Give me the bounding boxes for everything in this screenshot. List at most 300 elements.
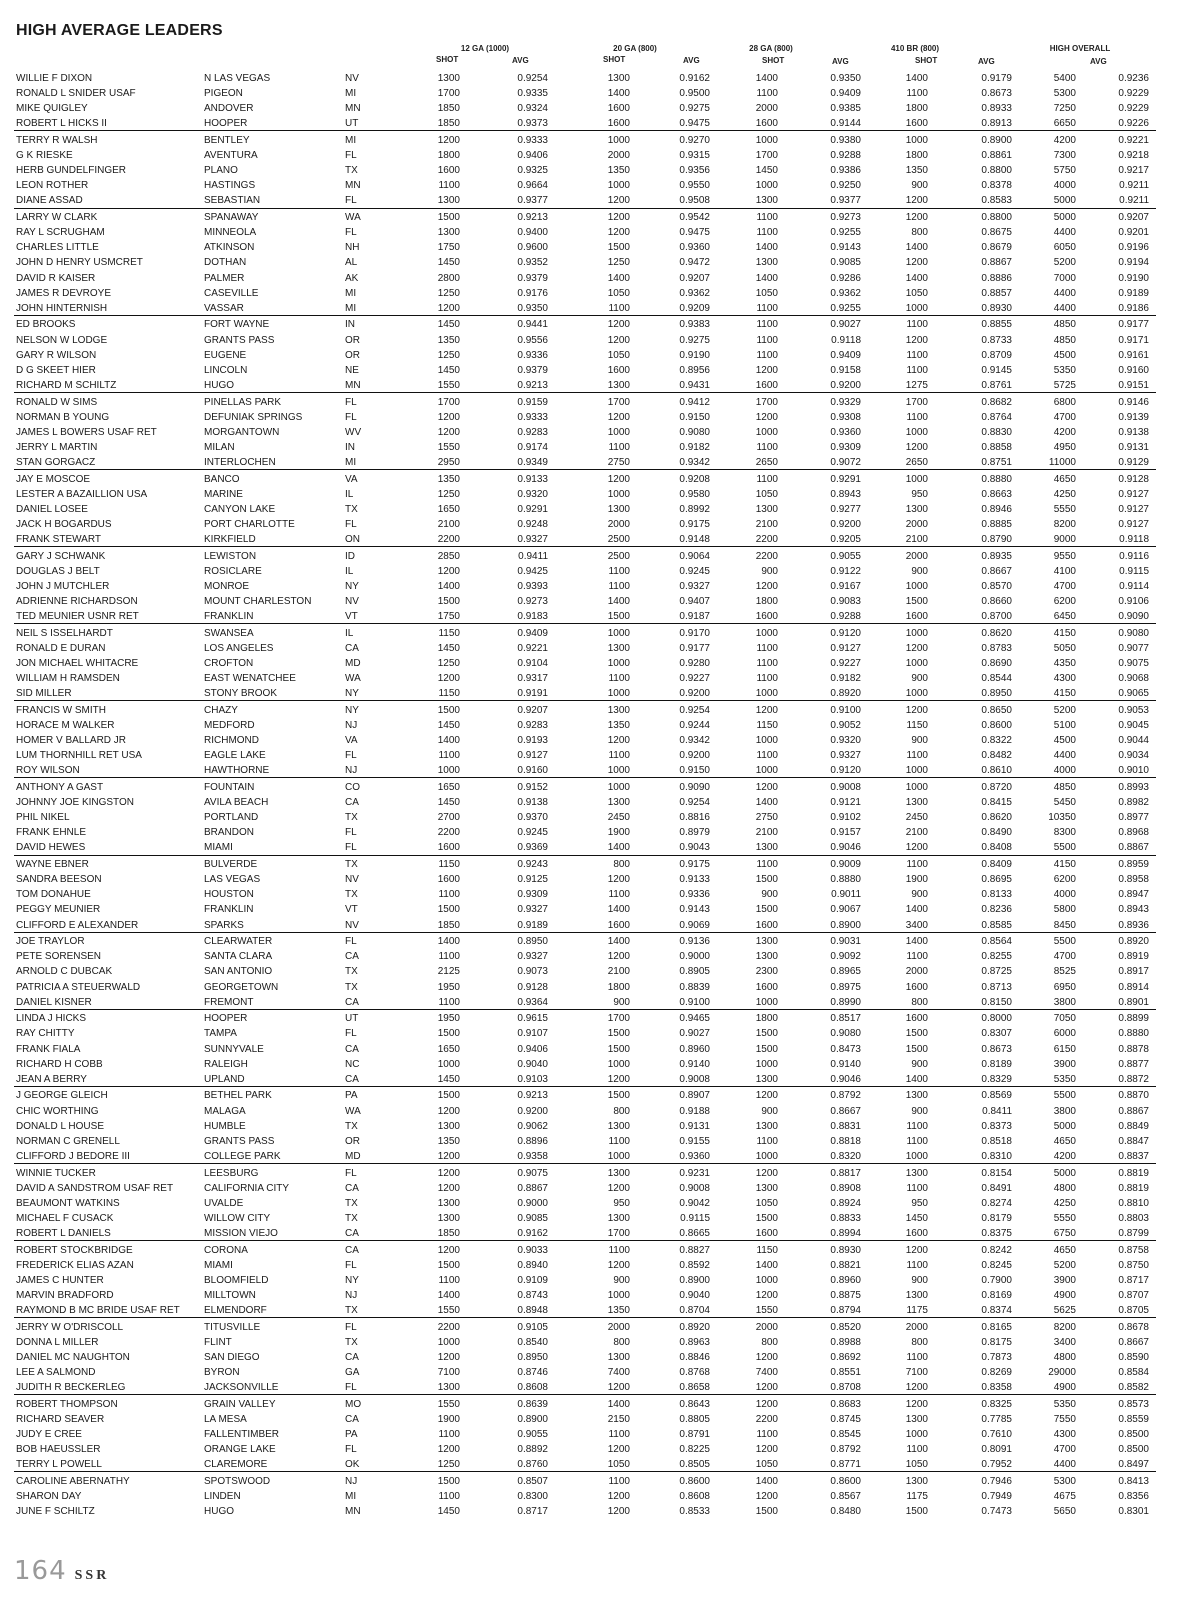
table-row bbox=[0, 1026, 1200, 1041]
ga20-shot: 2500 bbox=[607, 534, 630, 545]
ga28-avg: 0.8692 bbox=[830, 1351, 861, 1363]
shooter-city: SPOTSWOOD bbox=[204, 1475, 271, 1487]
shooter-city: HUGO bbox=[204, 1506, 234, 1518]
overall-avg: 0.9217 bbox=[1118, 165, 1149, 177]
ga28-avg: 0.9120 bbox=[830, 627, 861, 639]
ga20-shot: 1000 bbox=[607, 658, 630, 669]
ga28-shot: 1550 bbox=[755, 1305, 778, 1316]
overall-shot: 8450 bbox=[1053, 919, 1076, 931]
ga28-shot: 1200 bbox=[755, 704, 778, 716]
ga12-avg: 0.9062 bbox=[517, 1120, 548, 1132]
br410-avg: 0.8322 bbox=[981, 735, 1012, 747]
table-row bbox=[0, 1149, 1200, 1164]
overall-shot: 4200 bbox=[1053, 135, 1076, 146]
ga20-avg: 0.8839 bbox=[679, 981, 710, 993]
overall-shot: 3900 bbox=[1053, 1058, 1076, 1070]
shooter-state: FL bbox=[345, 827, 357, 839]
shooter-city: CORONA bbox=[204, 1244, 248, 1256]
table-row bbox=[0, 1489, 1200, 1504]
shooter-name: WILLIE F DIXON bbox=[16, 73, 93, 84]
ga28-shot: 1200 bbox=[755, 1444, 778, 1456]
overall-shot: 8200 bbox=[1053, 518, 1076, 530]
ga20-shot: 1200 bbox=[607, 874, 630, 886]
br410-shot: 1200 bbox=[905, 195, 928, 207]
shooter-city: DOTHAN bbox=[204, 257, 247, 269]
shooter-state: NY bbox=[345, 688, 359, 700]
br410-shot: 1175 bbox=[906, 1491, 928, 1502]
ga20-shot: 1050 bbox=[607, 1459, 630, 1471]
overall-shot: 4800 bbox=[1053, 1351, 1076, 1363]
shooter-name: JAY E MOSCOE bbox=[16, 473, 91, 485]
shooter-city: EUGENE bbox=[204, 349, 247, 361]
ga28-shot: 1300 bbox=[755, 951, 778, 963]
ga12-shot: 1200 bbox=[437, 411, 460, 423]
overall-avg: 0.9080 bbox=[1118, 627, 1149, 639]
overall-avg: 0.8943 bbox=[1118, 904, 1149, 916]
table-row bbox=[0, 1042, 1200, 1057]
ga12-shot: 1750 bbox=[437, 242, 460, 254]
table-row bbox=[0, 1226, 1200, 1241]
ga12-avg: 0.9349 bbox=[517, 456, 548, 468]
table-row bbox=[0, 1320, 1200, 1335]
overall-shot: 11000 bbox=[1048, 456, 1076, 468]
ga12-shot: 7100 bbox=[437, 1367, 460, 1378]
table-row bbox=[0, 363, 1200, 378]
table-row bbox=[0, 1365, 1200, 1380]
shooter-name: DAVID R KAISER bbox=[16, 272, 96, 284]
br410-avg: 0.8154 bbox=[981, 1167, 1012, 1179]
br410-shot: 1050 bbox=[905, 287, 928, 299]
group-divider bbox=[14, 208, 1156, 209]
br410-avg: 0.8415 bbox=[981, 797, 1012, 809]
ga12-shot: 2125 bbox=[437, 966, 460, 978]
shooter-city: LAS VEGAS bbox=[204, 874, 261, 886]
overall-shot: 6000 bbox=[1053, 1028, 1076, 1040]
br410-shot: 1100 bbox=[906, 859, 928, 871]
shooter-name: FRANK STEWART bbox=[16, 534, 102, 545]
ga12-avg: 0.9409 bbox=[517, 627, 548, 639]
br410-avg: 0.8709 bbox=[981, 349, 1012, 361]
br410-shot: 2000 bbox=[905, 1321, 928, 1333]
ga28-avg: 0.8920 bbox=[830, 688, 861, 700]
shooter-name: JUNE F SCHILTZ bbox=[16, 1506, 95, 1518]
ga20-avg: 0.9254 bbox=[679, 797, 710, 809]
ga28-avg: 0.9362 bbox=[830, 287, 861, 299]
shooter-name: RONALD L SNIDER USAF bbox=[16, 88, 136, 100]
overall-avg: 0.9226 bbox=[1118, 118, 1149, 130]
table-row bbox=[0, 810, 1200, 825]
ga28-avg: 0.9008 bbox=[830, 782, 861, 793]
br410-avg: 0.8490 bbox=[981, 827, 1012, 839]
table-row bbox=[0, 1303, 1200, 1318]
ga20-avg: 0.9360 bbox=[679, 242, 710, 254]
br410-shot: 1100 bbox=[906, 364, 928, 376]
ga28-shot: 1300 bbox=[755, 936, 778, 948]
br410-avg: 0.8236 bbox=[981, 904, 1012, 916]
ga20-shot: 1500 bbox=[607, 1090, 630, 1102]
overall-avg: 0.8849 bbox=[1118, 1120, 1149, 1132]
shooter-city: MILAN bbox=[204, 441, 235, 453]
shooter-name: ARNOLD C DUBCAK bbox=[16, 966, 113, 978]
br410-shot: 1100 bbox=[906, 951, 928, 963]
br410-shot: 1400 bbox=[905, 936, 928, 948]
shooter-name: RICHARD H COBB bbox=[16, 1058, 103, 1070]
ga28-avg: 0.8988 bbox=[830, 1336, 861, 1348]
ga12-avg: 0.9103 bbox=[517, 1073, 548, 1085]
br410-shot: 1400 bbox=[905, 272, 928, 284]
shooter-state: TX bbox=[345, 503, 358, 515]
ga28-shot: 1100 bbox=[756, 642, 778, 654]
ga12-shot: 1100 bbox=[438, 1491, 460, 1502]
ga12-avg: 0.9283 bbox=[517, 426, 548, 438]
ga28-shot: 1700 bbox=[755, 150, 778, 162]
shooter-city: AVENTURA bbox=[204, 150, 258, 162]
shooter-state: CA bbox=[345, 996, 359, 1008]
ga28-avg: 0.9144 bbox=[830, 118, 861, 130]
br410-avg: 0.7900 bbox=[981, 1274, 1012, 1286]
overall-avg: 0.8500 bbox=[1118, 1444, 1149, 1456]
table-row bbox=[0, 703, 1200, 718]
shooter-city: PORTLAND bbox=[204, 812, 259, 824]
ga12-shot: 1550 bbox=[437, 1305, 460, 1316]
shooter-state: OR bbox=[345, 1135, 360, 1147]
shooter-name: LEE A SALMOND bbox=[16, 1367, 96, 1378]
ga20-avg: 0.9270 bbox=[679, 135, 710, 146]
overall-shot: 8300 bbox=[1053, 827, 1076, 839]
ga12-avg: 0.8760 bbox=[517, 1459, 548, 1471]
ga28-shot: 1400 bbox=[755, 242, 778, 254]
shooter-name: DONALD L HOUSE bbox=[16, 1120, 104, 1132]
ga12-shot: 1600 bbox=[437, 842, 460, 854]
overall-shot: 5500 bbox=[1053, 1090, 1076, 1102]
table-row bbox=[0, 286, 1200, 301]
overall-avg: 0.9010 bbox=[1118, 765, 1149, 777]
ga12-shot: 1150 bbox=[438, 859, 460, 871]
overall-avg: 0.9189 bbox=[1118, 287, 1149, 299]
shooter-state: NJ bbox=[345, 1475, 358, 1487]
ga12-avg: 0.9406 bbox=[517, 150, 548, 162]
br410-shot: 900 bbox=[911, 1058, 928, 1070]
overall-shot: 4000 bbox=[1053, 889, 1076, 901]
overall-avg: 0.8847 bbox=[1118, 1135, 1149, 1147]
ga28-avg: 0.8943 bbox=[830, 488, 861, 500]
ga12-shot: 2200 bbox=[437, 827, 460, 839]
overall-shot: 4400 bbox=[1053, 287, 1076, 299]
br410-shot: 1400 bbox=[905, 73, 928, 84]
ga12-avg: 0.9193 bbox=[517, 735, 548, 747]
ga12-shot: 1100 bbox=[438, 996, 460, 1008]
ga28-shot: 1100 bbox=[756, 473, 778, 485]
br410-avg: 0.8800 bbox=[981, 165, 1012, 177]
ga12-shot: 1400 bbox=[437, 936, 460, 948]
shooter-name: WILLIAM H RAMSDEN bbox=[16, 673, 120, 685]
overall-shot: 4850 bbox=[1053, 319, 1076, 331]
shooter-state: VA bbox=[345, 473, 358, 485]
shooter-city: UVALDE bbox=[204, 1197, 244, 1209]
br410-shot: 2000 bbox=[905, 518, 928, 530]
ga20-shot: 1300 bbox=[607, 503, 630, 515]
ga12-shot: 1700 bbox=[437, 396, 460, 408]
overall-avg: 0.9211 bbox=[1119, 195, 1149, 207]
overall-avg: 0.9077 bbox=[1118, 642, 1149, 654]
ga20-avg: 0.9175 bbox=[679, 859, 710, 871]
ga12-avg: 0.9128 bbox=[517, 981, 548, 993]
ga28-shot: 2200 bbox=[755, 1413, 778, 1425]
shooter-name: NEIL S ISSELHARDT bbox=[16, 627, 113, 639]
ga28-avg: 0.9250 bbox=[830, 180, 861, 192]
ga20-shot: 1200 bbox=[607, 1259, 630, 1271]
br410-avg: 0.8933 bbox=[981, 103, 1012, 115]
shooter-city: MINNEOLA bbox=[204, 227, 257, 239]
ga20-avg: 0.9131 bbox=[679, 1120, 710, 1132]
shooter-state: CA bbox=[345, 642, 359, 654]
ga20-avg: 0.8600 bbox=[679, 1475, 710, 1487]
br410-avg: 0.8675 bbox=[981, 227, 1012, 239]
ga12-shot: 1300 bbox=[437, 227, 460, 239]
ga28-shot: 1300 bbox=[755, 1073, 778, 1085]
ga12-avg: 0.8608 bbox=[517, 1382, 548, 1394]
shooter-state: CO bbox=[345, 782, 360, 793]
overall-avg: 0.8758 bbox=[1118, 1244, 1149, 1256]
ga12-shot: 1750 bbox=[437, 611, 460, 623]
shooter-state: VT bbox=[345, 904, 358, 916]
shooter-city: CASEVILLE bbox=[204, 287, 259, 299]
ga28-shot: 2300 bbox=[755, 966, 778, 978]
shooter-city: BRANDON bbox=[204, 827, 255, 839]
overall-shot: 5625 bbox=[1053, 1305, 1076, 1316]
ga28-shot: 1300 bbox=[755, 503, 778, 515]
ga20-avg: 0.9245 bbox=[679, 565, 710, 577]
shooter-city: SPANAWAY bbox=[204, 212, 259, 224]
br410-shot: 1700 bbox=[905, 396, 928, 408]
ga20-shot: 1000 bbox=[607, 180, 630, 192]
ga20-shot: 1100 bbox=[608, 673, 630, 685]
shooter-state: MI bbox=[345, 1491, 357, 1502]
overall-avg: 0.8559 bbox=[1118, 1413, 1149, 1425]
ga12-avg: 0.9254 bbox=[517, 73, 548, 84]
overall-shot: 5450 bbox=[1053, 797, 1076, 809]
br410-shot: 1000 bbox=[905, 688, 928, 700]
ga28-avg: 0.8875 bbox=[830, 1289, 861, 1301]
shooter-name: JAMES C HUNTER bbox=[16, 1274, 104, 1286]
ga12-avg: 0.9425 bbox=[517, 565, 548, 577]
ga12-shot: 1250 bbox=[437, 287, 460, 299]
br410-shot: 1200 bbox=[905, 1382, 928, 1394]
shooter-state: IL bbox=[345, 488, 354, 500]
ga20-avg: 0.9170 bbox=[679, 627, 710, 639]
overall-shot: 5000 bbox=[1053, 1120, 1076, 1132]
ga20-shot: 1200 bbox=[607, 473, 630, 485]
br410-avg: 0.8620 bbox=[981, 627, 1012, 639]
br410-shot: 1175 bbox=[906, 1305, 928, 1316]
br410-shot: 1600 bbox=[905, 611, 928, 623]
shooter-city: TAMPA bbox=[204, 1028, 237, 1040]
shooter-state: ON bbox=[345, 534, 360, 545]
ga12-avg: 0.9213 bbox=[517, 212, 548, 224]
ga28-avg: 0.9031 bbox=[830, 936, 861, 948]
br410-shot: 1400 bbox=[905, 242, 928, 254]
ga12-avg: 0.9107 bbox=[517, 1028, 548, 1040]
table-row bbox=[0, 857, 1200, 872]
overall-shot: 6200 bbox=[1053, 596, 1076, 607]
table-row bbox=[0, 1258, 1200, 1273]
shooter-name: NORMAN C GRENELL bbox=[16, 1135, 120, 1147]
ga28-shot: 1100 bbox=[756, 441, 778, 453]
br410-shot: 1300 bbox=[905, 1090, 928, 1102]
overall-shot: 4400 bbox=[1053, 750, 1076, 762]
overall-avg: 0.8880 bbox=[1118, 1028, 1149, 1040]
overall-shot: 4250 bbox=[1053, 1197, 1076, 1209]
ga20-avg: 0.8505 bbox=[679, 1459, 710, 1471]
shooter-name: ED BROOKS bbox=[16, 319, 76, 331]
shooter-state: UT bbox=[345, 118, 359, 130]
shooter-state: VT bbox=[345, 611, 358, 623]
ga28-shot: 1500 bbox=[755, 1506, 778, 1518]
br410-shot: 1100 bbox=[906, 1120, 928, 1132]
ga20-avg: 0.8643 bbox=[679, 1398, 710, 1410]
shooter-state: FL bbox=[345, 842, 357, 854]
ga20-shot: 1350 bbox=[607, 1305, 630, 1316]
table-row bbox=[0, 840, 1200, 855]
ga20-avg: 0.9040 bbox=[679, 1289, 710, 1301]
ga20-avg: 0.9231 bbox=[679, 1167, 710, 1179]
group-divider bbox=[14, 315, 1156, 316]
group-divider bbox=[14, 932, 1156, 933]
shooter-name: JEAN A BERRY bbox=[16, 1073, 87, 1085]
shooter-city: BENTLEY bbox=[204, 135, 250, 146]
ga28-avg: 0.8831 bbox=[830, 1120, 861, 1132]
ga20-avg: 0.8956 bbox=[679, 364, 710, 376]
table-row bbox=[0, 225, 1200, 240]
shooter-name: CLIFFORD J BEDORE III bbox=[16, 1150, 130, 1162]
br410-avg: 0.8855 bbox=[981, 319, 1012, 331]
ga28-avg: 0.9121 bbox=[830, 797, 861, 809]
overall-shot: 4700 bbox=[1053, 411, 1076, 423]
table-row bbox=[0, 1166, 1200, 1181]
br410-avg: 0.8790 bbox=[981, 534, 1012, 545]
table-row bbox=[0, 825, 1200, 840]
ga12-avg: 0.9327 bbox=[517, 534, 548, 545]
subheader-12ga-shot: SHOT bbox=[436, 55, 459, 64]
ga20-shot: 1250 bbox=[607, 257, 630, 269]
ga12-avg: 0.8950 bbox=[517, 1351, 548, 1363]
ga28-avg: 0.8792 bbox=[830, 1090, 861, 1102]
shooter-city: ANDOVER bbox=[204, 103, 254, 115]
ga28-avg: 0.8517 bbox=[830, 1013, 861, 1025]
table-row bbox=[0, 949, 1200, 964]
ga12-shot: 1450 bbox=[437, 1073, 460, 1085]
br410-avg: 0.8610 bbox=[981, 765, 1012, 777]
ga28-shot: 1300 bbox=[755, 1182, 778, 1194]
ga20-avg: 0.9190 bbox=[679, 349, 710, 361]
shooter-name: JOHN HINTERNISH bbox=[16, 302, 108, 314]
group-divider bbox=[14, 1471, 1156, 1472]
ga20-shot: 1200 bbox=[607, 195, 630, 207]
ga28-avg: 0.9277 bbox=[830, 503, 861, 515]
ga28-shot: 900 bbox=[761, 1105, 778, 1117]
br410-shot: 2650 bbox=[905, 456, 928, 468]
overall-avg: 0.9075 bbox=[1118, 658, 1149, 669]
ga28-avg: 0.8551 bbox=[830, 1367, 861, 1378]
ga12-shot: 1800 bbox=[437, 150, 460, 162]
shooter-name: PETE SORENSEN bbox=[16, 951, 102, 963]
overall-avg: 0.9171 bbox=[1118, 334, 1149, 346]
ga28-shot: 1400 bbox=[755, 1475, 778, 1487]
shooter-state: IL bbox=[345, 627, 354, 639]
overall-shot: 4700 bbox=[1053, 1444, 1076, 1456]
table-row bbox=[0, 887, 1200, 902]
shooter-city: SAN ANTONIO bbox=[204, 966, 273, 978]
ga20-avg: 0.9412 bbox=[679, 396, 710, 408]
shooter-state: CA bbox=[345, 797, 359, 809]
ga20-avg: 0.9182 bbox=[679, 441, 710, 453]
overall-shot: 5000 bbox=[1053, 1167, 1076, 1179]
br410-avg: 0.8133 bbox=[981, 889, 1012, 901]
ga28-avg: 0.9291 bbox=[830, 473, 861, 485]
overall-avg: 0.8678 bbox=[1118, 1321, 1149, 1333]
ga20-shot: 1100 bbox=[608, 1429, 630, 1440]
br410-avg: 0.8325 bbox=[981, 1398, 1012, 1410]
ga20-avg: 0.8665 bbox=[679, 1227, 710, 1239]
ga20-avg: 0.9227 bbox=[679, 673, 710, 685]
ga12-avg: 0.8867 bbox=[517, 1182, 548, 1194]
br410-avg: 0.8695 bbox=[981, 874, 1012, 886]
shooter-city: MALAGA bbox=[204, 1105, 246, 1117]
overall-shot: 5800 bbox=[1053, 904, 1076, 916]
subheader-20ga-shot: SHOT bbox=[603, 55, 626, 64]
table-row bbox=[0, 1442, 1200, 1457]
ga28-shot: 1600 bbox=[755, 1227, 778, 1239]
ga28-shot: 1100 bbox=[756, 750, 778, 762]
shooter-city: HUMBLE bbox=[204, 1120, 246, 1132]
ga28-shot: 1000 bbox=[755, 1058, 778, 1070]
ga28-shot: 7400 bbox=[755, 1367, 778, 1378]
ga28-shot: 1000 bbox=[755, 688, 778, 700]
ga28-avg: 0.8817 bbox=[830, 1167, 861, 1179]
ga12-shot: 1100 bbox=[438, 750, 460, 762]
shooter-state: MO bbox=[345, 1398, 362, 1410]
overall-shot: 5650 bbox=[1053, 1506, 1076, 1518]
shooter-name: HOMER V BALLARD JR bbox=[16, 735, 127, 747]
shooter-name: MIKE QUIGLEY bbox=[16, 103, 88, 115]
ga28-avg: 0.9273 bbox=[830, 212, 861, 224]
group-divider bbox=[14, 1394, 1156, 1395]
page-number: 164 bbox=[14, 1556, 67, 1586]
ga20-shot: 2750 bbox=[607, 456, 630, 468]
ga28-shot: 1100 bbox=[756, 859, 778, 871]
overall-shot: 5500 bbox=[1053, 842, 1076, 854]
ga28-shot: 1050 bbox=[755, 1197, 778, 1209]
shooter-name: DAVID A SANDSTROM USAF RET bbox=[16, 1182, 174, 1194]
ga12-avg: 0.8940 bbox=[517, 1259, 548, 1271]
ga28-avg: 0.8900 bbox=[830, 919, 861, 931]
ga20-avg: 0.9275 bbox=[679, 103, 710, 115]
ga28-shot: 1500 bbox=[755, 1028, 778, 1040]
ga28-avg: 0.8821 bbox=[830, 1259, 861, 1271]
overall-shot: 4000 bbox=[1053, 765, 1076, 777]
ga12-shot: 1950 bbox=[437, 1013, 460, 1025]
table-row bbox=[0, 1412, 1200, 1427]
ga28-shot: 1200 bbox=[755, 411, 778, 423]
br410-shot: 800 bbox=[911, 1336, 928, 1348]
shooter-name: JOHN J MUTCHLER bbox=[16, 580, 110, 592]
ga12-shot: 1950 bbox=[437, 981, 460, 993]
table-row bbox=[0, 193, 1200, 208]
shooter-city: BETHEL PARK bbox=[204, 1090, 272, 1102]
overall-avg: 0.8803 bbox=[1118, 1212, 1149, 1224]
table-row bbox=[0, 1211, 1200, 1226]
ga20-shot: 800 bbox=[613, 1105, 630, 1117]
